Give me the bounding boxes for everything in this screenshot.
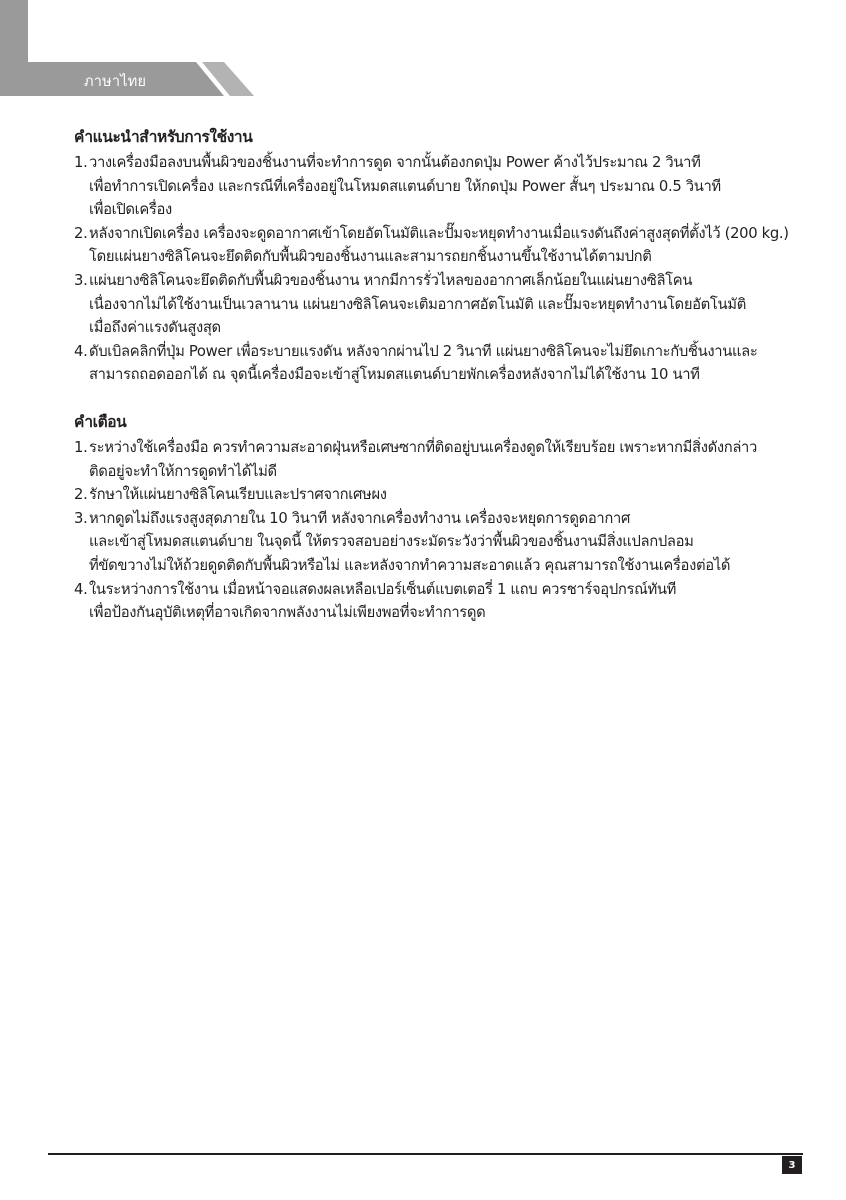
item-text-line: หลังจากเปิดเครื่อง เครื่องจะดูดอากาศเข้าโดยอัตโนมัติและปั๊มจะหยุดทำงานเมื่อแรงดันถึงค่าสูงสุดที่ตั้งไว้ (200 kg.) [89,224,789,242]
item-text-line: เพื่อทำการเปิดเครื่อง และกรณีที่เครื่องอยู่ในโหมดสแตนด์บาย ให้กดปุ่ม Power สั้นๆ ประมาณ 0.5 วินาที [89,177,721,195]
item-number: 1. [74,438,88,456]
item-text [89,578,819,625]
item-number: 4. [74,342,88,360]
item-text-line: โดยแผ่นยางซิลิโคนจะยึดติดกับพื้นผิวของชิ้นงานและสามารถยกชิ้นงานขึ้นใช้งานได้ตามปกติ [89,248,652,266]
warnings-list [74,436,819,625]
item-text [89,436,819,483]
language-tab [0,0,260,96]
item-number: 4. [74,580,88,598]
list-item [74,222,819,269]
item-text-line: สามารถถอดออกได้ ณ จุดนี้เครื่องมือจะเข้าสู่โหมดสแตนด์บายพักเครื่องหลังจากไม่ได้ใช้งาน 10 นาที [89,366,700,384]
item-text-line: ระหว่างใช้เครื่องมือ ควรทำความสะอาดฝุ่นหรือเศษซากที่ติดอยู่บนเครื่องดูดให้เรียบร้อย เพราะหากมีสิ่งดังกล่าว [89,438,757,456]
list-item [74,483,819,507]
item-number: 3. [74,509,88,527]
language-label: ภาษาไทย [84,74,147,90]
item-number: 3. [74,271,88,289]
warnings-section [74,412,819,625]
instructions-section [74,127,819,387]
item-text-line: ติดอยู่จะทำให้การดูดทำได้ไม่ดี [89,462,277,480]
item-text-line: และเข้าสู่โหมดสแตนด์บาย ในจุดนี้ ให้ตรวจสอบอย่างระมัดระวังว่าพื้นผิวของชิ้นงานมีสิ่งแปลกปลอม [89,533,694,551]
list-item [74,151,819,222]
list-item [74,269,819,340]
list-item [74,340,819,387]
item-text-line: เพื่อป้องกันอุบัติเหตุที่อาจเกิดจากพลังงานไม่เพียงพอที่จะทำการดูด [89,604,486,622]
item-number: 2. [74,486,88,504]
item-text-line: เพื่อเปิดเครื่อง [89,201,172,219]
item-text-line: วางเครื่องมือลงบนพื้นผิวของชิ้นงานที่จะทำการดูด จากนั้นต้องกดปุ่ม Power ค้างไว้ประมาณ 2 วินาที [89,154,701,171]
warnings-heading: คำเตือน [74,412,127,431]
item-text [89,483,819,507]
page-content [74,127,819,650]
item-text-line: รักษาให้แผ่นยางซิลิโคนเรียบและปราศจากเศษผง [89,486,387,504]
page-number: 3 [782,1156,802,1174]
list-item [74,507,819,578]
item-text-line: เนื่องจากไม่ได้ใช้งานเป็นเวลานาน แผ่นยางซิลิโคนจะเติมอากาศอัตโนมัติ และปั๊มจะหยุดทำงานโดยอัตโนมัติ [89,295,746,313]
item-text-line: แผ่นยางซิลิโคนจะยึดติดกับพื้นผิวของชิ้นงาน หากมีการรั่วไหลของอากาศเล็กน้อยในแผ่นยางซิลิโคน [89,271,693,289]
item-text-line: ดับเบิลคลิกที่ปุ่ม Power เพื่อระบายแรงดัน หลังจากผ่านไป 2 วินาที แผ่นยางซิลิโคนจะไม่ยึดเกาะกับชิ้นงานและ [89,342,758,360]
list-item [74,578,819,625]
item-text-line: ที่ขัดขวางไม่ให้ถ้วยดูดติดกับพื้นผิวหรือไม่ และหลังจากทำความสะอาดแล้ว คุณสามารถใช้งานเครื่องต่อได้ [89,556,731,574]
item-text [89,507,819,578]
item-text [89,151,819,222]
footer-divider [48,1153,803,1155]
item-text [89,222,819,269]
instructions-heading: คำแนะนำสำหรับการใช้งาน [74,128,253,146]
instructions-list [74,151,819,387]
item-number: 1. [74,154,88,171]
item-text-line: หากดูดไม่ถึงแรงสูงสุดภายใน 10 วินาที หลังจากเครื่องทำงาน เครื่องจะหยุดการดูดอากาศ [89,509,630,527]
list-item [74,436,819,483]
item-text-line: ในระหว่างการใช้งาน เมื่อหน้าจอแสดงผลเหลือเปอร์เซ็นต์แบตเตอรี่ 1 แถบ ควรชาร์จอุปกรณ์ทันที [89,580,677,598]
item-text-line: เมื่อถึงค่าแรงดันสูงสุด [89,319,221,337]
item-text [89,269,819,340]
item-text [89,340,819,387]
item-number: 2. [74,224,88,242]
